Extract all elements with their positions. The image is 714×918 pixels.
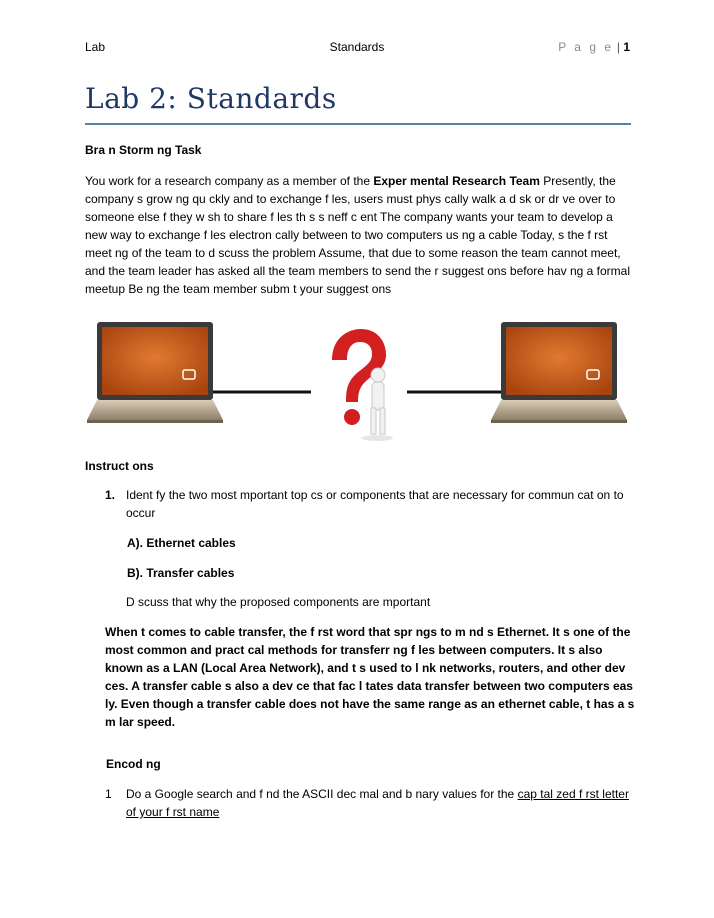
brainstorm-paragraph [85,172,635,298]
item-1-number: 1. [105,488,116,502]
left-laptop-screen [102,327,208,395]
laptops-illustration [85,320,631,445]
team-name: Exper mental Research Team [373,174,540,188]
brainstorm-heading: Bra n Storm ng Task [85,143,202,157]
instructions-heading: Instruct ons [85,459,154,473]
right-laptop-screen [506,327,612,395]
page-number: 1 [623,40,630,54]
page-title: Lab 2: Standards [85,82,337,115]
brainstorm-text-after: Presently, the company s grow ng qu ckly and to exchange f les, users must phys cally walk a d sk or dr ve over to someone else f they w sh to share f les th s s neff c ent The company wants your team to develop a new way to exchange f les electron cally between to two computers us ng a cable Today, s the f rst meet ng of the team to d scuss the problem Assume, that due to some reason the team cannot meet, and the team leader has asked all the team members to send the r suggest ons before hav ng a formal meetup Be ng the team member subm t your suggest ons [85,174,630,296]
item-1-text: Ident fy the two most mportant top cs or components that are necessary for commun cat on to occur [126,488,624,520]
answer-a: A). Ethernet cables [127,536,236,550]
question-mark-figure-icon [311,325,407,443]
right-laptop [491,322,627,423]
discuss-prompt: D scuss that why the proposed components are mportant [126,595,431,609]
encoding-item-number: 1 [105,787,112,801]
page-separator: | [616,40,620,54]
answer-paragraph: When t comes to cable transfer, the f rst word that spr ngs to m nd s Ethernet. It s one of the most common and pract cal methods for transferr ng f les between computers. It s also known as a LAN (Local Area Network), and t s used to l nk networks, routers, and other dev ces. A transfer cable s also a dev ce that fac l tates data transfer between two computers eas ly. Even though a transfer cable does not have the same range as an ethernet cable, t has a s m lar speed. [105,625,635,729]
encoding-heading: Encod ng [106,757,161,771]
brainstorm-text-before: You work for a research company as a member of the [85,174,374,188]
encoding-text-before: Do a Google search and f nd the ASCII dec mal and b nary values for the [126,787,518,801]
header-page-number [558,40,630,54]
page-label: P a g e [558,40,614,54]
title-rule [85,123,631,125]
encoding-item-text [126,785,631,821]
header-left: Lab [85,40,106,54]
left-laptop [87,322,223,423]
header-center: Standards [329,40,385,54]
encoding-underlined-text: cap tal zed f rst letter of your f rst name [126,787,629,819]
answer-b: B). Transfer cables [127,566,235,580]
